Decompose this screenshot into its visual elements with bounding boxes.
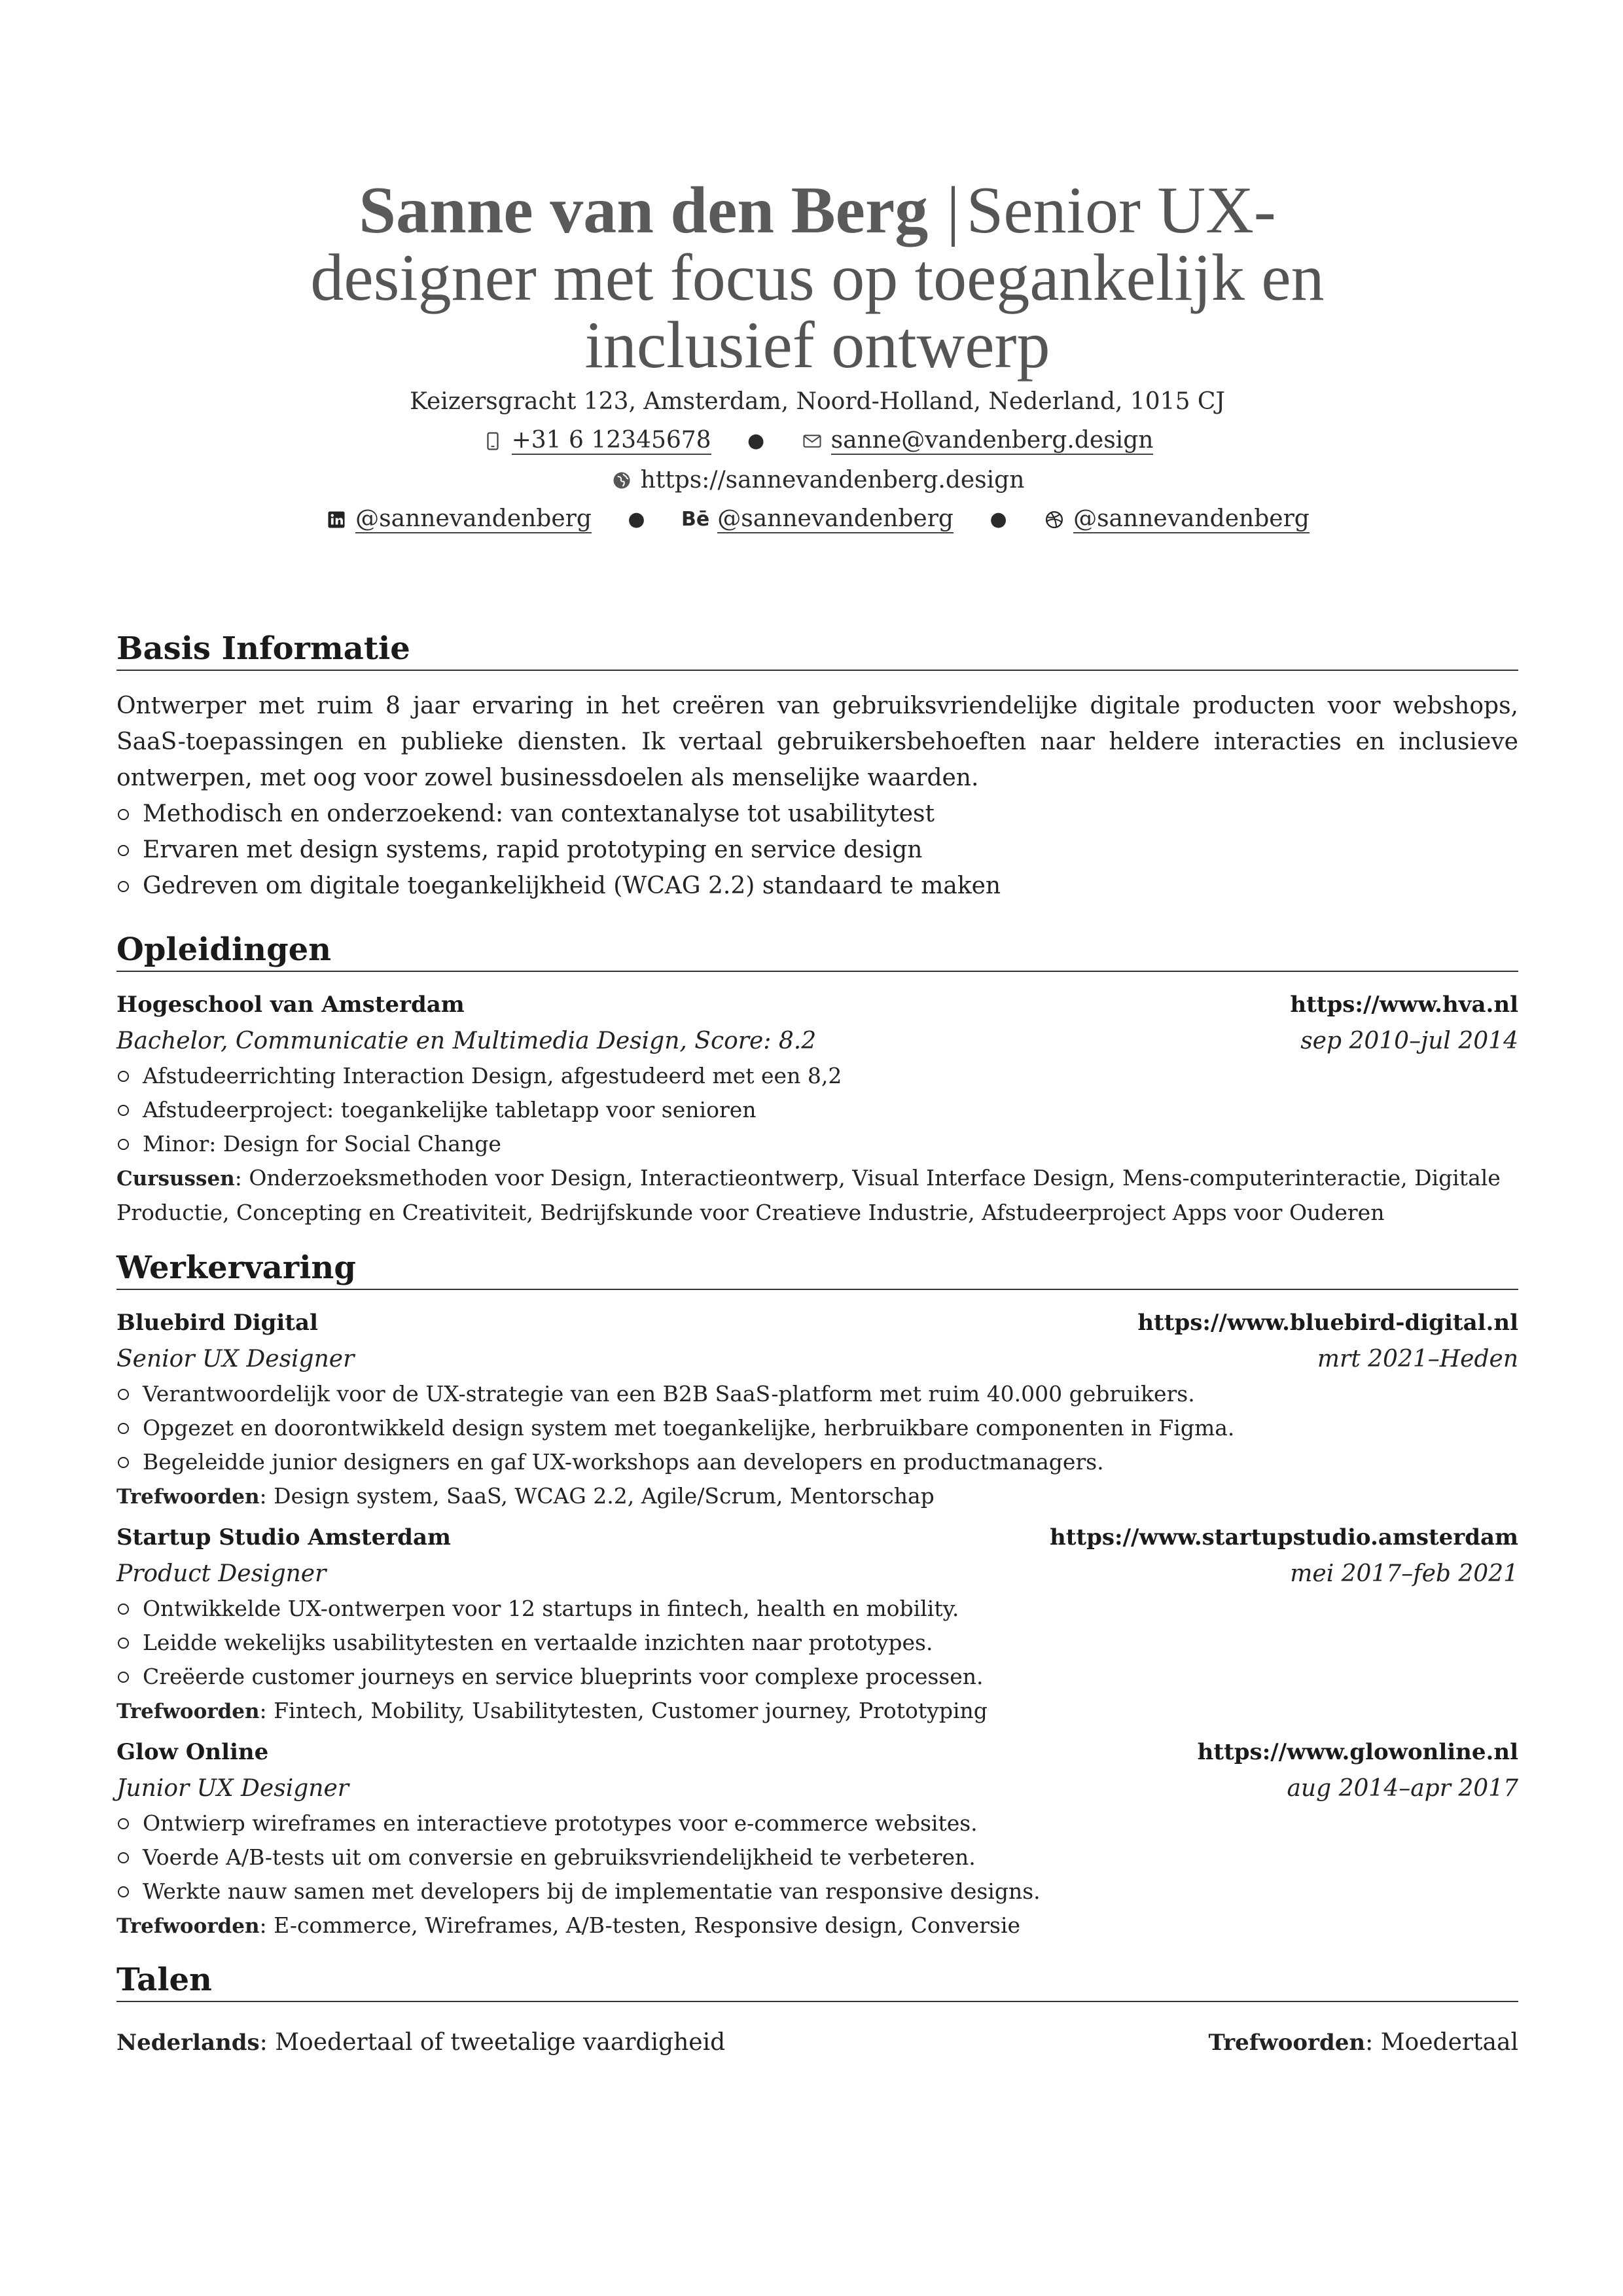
summary-bullets: [116, 796, 1518, 904]
work-bullets: [116, 1592, 1518, 1694]
list-item: Methodisch en onderzoekend: van contextanalyse tot usabilitytest: [116, 796, 1518, 832]
contact-row-1: [116, 421, 1518, 460]
language-level: Moedertaal of tweetalige vaardigheid: [275, 2029, 726, 2056]
mobile-phone-icon: [482, 430, 504, 452]
list-item: Voerde A/B-tests uit om conversie en gebruiksvriendelijkheid te verbeteren.: [116, 1840, 1518, 1874]
headline: Senior UX-designer met focus op toegankelijk en inclusief ontwerp: [310, 173, 1325, 382]
list-item: Creëerde customer journeys en service blueprints voor complexe processen.: [116, 1660, 1518, 1694]
phone-contact[interactable]: [482, 427, 711, 455]
keywords-label: Trefwoorden: [116, 1485, 260, 1509]
section-talen: [116, 1962, 1518, 2061]
list-item: Afstudeerproject: toegankelijke tabletapp voor senioren: [116, 1093, 1518, 1127]
entry-subheader: [116, 1770, 1518, 1806]
keywords-text: Fintech, Mobility, Usabilitytesten, Customer journey, Prototyping: [274, 1698, 988, 1723]
website-link[interactable]: https://sannevandenberg.design: [640, 467, 1025, 493]
section-basis-informatie: [116, 630, 1518, 904]
address: Keizersgracht 123, Amsterdam, Noord-Holland, Nederland, 1015 CJ: [410, 388, 1225, 415]
list-item: Ervaren met design systems, rapid prototyping en service design: [116, 832, 1518, 868]
keywords-label: Trefwoorden: [116, 1914, 260, 1938]
cv-header: [116, 173, 1518, 539]
keywords-line: Trefwoorden: Fintech, Mobility, Usabilitytesten, Customer journey, Prototyping: [116, 1698, 988, 1723]
language-keywords: Trefwoorden: Moedertaal: [1208, 2029, 1518, 2056]
courses-text: Onderzoeksmethoden voor Design, Interactieontwerp, Visual Interface Design, Mens-computerinteractie, Digitale Productie, Concepting en Creativiteit, Bedrijfskunde voor Creatieve Industrie, Afstudeerproject Apps voor Ouderen: [116, 1165, 1501, 1225]
entry-header: [116, 1734, 1518, 1770]
company-name: Bluebird Digital: [116, 1310, 318, 1336]
section-werkervaring: [116, 1249, 1518, 1943]
work-bullets: [116, 1377, 1518, 1479]
job-title: Junior UX Designer: [116, 1775, 349, 1802]
work-entry: [116, 1519, 1518, 1729]
linkedin-contact[interactable]: [325, 506, 592, 533]
education-entry: [116, 986, 1518, 1230]
dribbble-link[interactable]: @sannevandenberg: [1073, 505, 1310, 532]
company-url[interactable]: https://www.glowonline.nl: [1197, 1739, 1518, 1765]
education-bullets: [116, 1059, 1518, 1161]
company-name: Glow Online: [116, 1739, 269, 1765]
bullet-separator: ●: [628, 508, 645, 531]
degree: Bachelor, Communicatie en Multimedia Design, Score: 8.2: [116, 1028, 817, 1054]
envelope-icon: [801, 430, 823, 452]
behance-link[interactable]: @sannevandenberg: [717, 505, 954, 532]
company-name: Startup Studio Amsterdam: [116, 1524, 451, 1551]
list-item: Opgezet en doorontwikkeld design system met toegankelijke, herbruikbare componenten in Figma.: [116, 1411, 1518, 1445]
list-item: Werkte nauw samen met developers bij de implementatie van responsive designs.: [116, 1874, 1518, 1909]
list-item: Ontwikkelde UX-ontwerpen voor 12 startups in fintech, health en mobility.: [116, 1592, 1518, 1626]
work-entry: [116, 1304, 1518, 1514]
phone-link[interactable]: +31 6 12345678: [511, 427, 711, 454]
section-title: Basis Informatie: [116, 630, 1518, 671]
company-url[interactable]: https://www.startupstudio.amsterdam: [1050, 1524, 1518, 1551]
entry-subheader: [116, 1341, 1518, 1377]
cv-content: [116, 173, 1518, 2061]
language-entry: Nederlands: Moedertaal of tweetalige vaardigheid: [116, 2029, 726, 2056]
entry-header: [116, 1304, 1518, 1341]
list-item: Leidde wekelijks usabilitytesten en vertaalde inzichten naar prototypes.: [116, 1626, 1518, 1660]
section-opleidingen: [116, 931, 1518, 1230]
contact-row-3: [116, 499, 1518, 539]
work-bullets: [116, 1806, 1518, 1909]
contact-row-2: [116, 460, 1518, 499]
globe-icon: [611, 469, 633, 492]
company-url[interactable]: https://www.bluebird-digital.nl: [1137, 1310, 1518, 1336]
summary-paragraph: Ontwerper met ruim 8 jaar ervaring in het creëren van gebruiksvriendelijke digitale producten voor webshops, SaaS-toepassingen en publieke diensten. Ik vertaal gebruikersbehoeften naar heldere interacties en inclusieve ontwerpen, met oog voor zowel businessdoelen als menselijke waarden.: [116, 692, 1518, 791]
title-separator: |: [946, 173, 960, 247]
keywords-text: E-commerce, Wireframes, A/B-testen, Responsive design, Conversie: [274, 1912, 1021, 1938]
person-name: Sanne van den Berg: [359, 173, 929, 247]
entry-subheader: [116, 1023, 1518, 1059]
list-item: Afstudeerrichting Interaction Design, afgestudeerd met een 8,2: [116, 1059, 1518, 1093]
language-row: [116, 2024, 1518, 2061]
website-contact[interactable]: [611, 461, 1025, 499]
keywords-label: Trefwoorden: [116, 1700, 260, 1723]
entry-header: [116, 986, 1518, 1023]
section-title: Talen: [116, 1962, 1518, 2002]
keywords-text: Moedertaal: [1380, 2029, 1518, 2056]
entry-header: [116, 1519, 1518, 1556]
behance-icon: Bē: [681, 508, 710, 531]
section-title: Werkervaring: [116, 1249, 1518, 1290]
keywords-label: Trefwoorden: [1208, 2030, 1366, 2056]
behance-contact[interactable]: [681, 506, 954, 533]
courses-line: Cursussen: Onderzoeksmethoden voor Design, Interactieontwerp, Visual Interface Design, Mens-computerinteractie, Digitale Productie, Concepting en Creativiteit, Bedrijfskunde voor Creatieve Industrie, Afstudeerproject Apps voor Ouderen: [116, 1165, 1501, 1225]
date-range: aug 2014–apr 2017: [1287, 1775, 1518, 1802]
work-entry: [116, 1734, 1518, 1943]
language-name: Nederlands: [116, 2030, 260, 2056]
email-link[interactable]: sanne@vandenberg.design: [830, 427, 1154, 454]
date-range: mrt 2021–Heden: [1317, 1346, 1518, 1372]
entry-subheader: [116, 1556, 1518, 1592]
list-item: Begeleidde junior designers en gaf UX-workshops aan developers en productmanagers.: [116, 1445, 1518, 1479]
institution-name: Hogeschool van Amsterdam: [116, 992, 465, 1018]
courses-label: Cursussen: [116, 1167, 235, 1191]
institution-url[interactable]: https://www.hva.nl: [1290, 992, 1518, 1018]
keywords-text: Design system, SaaS, WCAG 2.2, Agile/Scrum, Mentorschap: [274, 1483, 935, 1509]
page-title: [261, 173, 1374, 382]
list-item: Verantwoordelijk voor de UX-strategie van een B2B SaaS-platform met ruim 40.000 gebruikers.: [116, 1377, 1518, 1411]
section-title: Opleidingen: [116, 931, 1518, 972]
date-range: mei 2017–feb 2021: [1290, 1560, 1518, 1587]
date-range: sep 2010–jul 2014: [1300, 1028, 1518, 1054]
job-title: Product Designer: [116, 1560, 327, 1587]
keywords-line: Trefwoorden: Design system, SaaS, WCAG 2.2, Agile/Scrum, Mentorschap: [116, 1483, 935, 1509]
email-contact[interactable]: [801, 427, 1154, 455]
dribbble-icon: [1043, 509, 1065, 531]
linkedin-icon: [325, 509, 348, 531]
keywords-line: Trefwoorden: E-commerce, Wireframes, A/B-testen, Responsive design, Conversie: [116, 1912, 1021, 1938]
job-title: Senior UX Designer: [116, 1346, 355, 1372]
bullet-separator: ●: [990, 508, 1007, 531]
bullet-separator: ●: [747, 429, 765, 452]
dribbble-contact[interactable]: [1043, 506, 1310, 533]
list-item: Gedreven om digitale toegankelijkheid (WCAG 2.2) standaard te maken: [116, 868, 1518, 904]
list-item: Minor: Design for Social Change: [116, 1127, 1518, 1161]
linkedin-link[interactable]: @sannevandenberg: [355, 505, 592, 532]
list-item: Ontwierp wireframes en interactieve prototypes voor e-commerce websites.: [116, 1806, 1518, 1840]
